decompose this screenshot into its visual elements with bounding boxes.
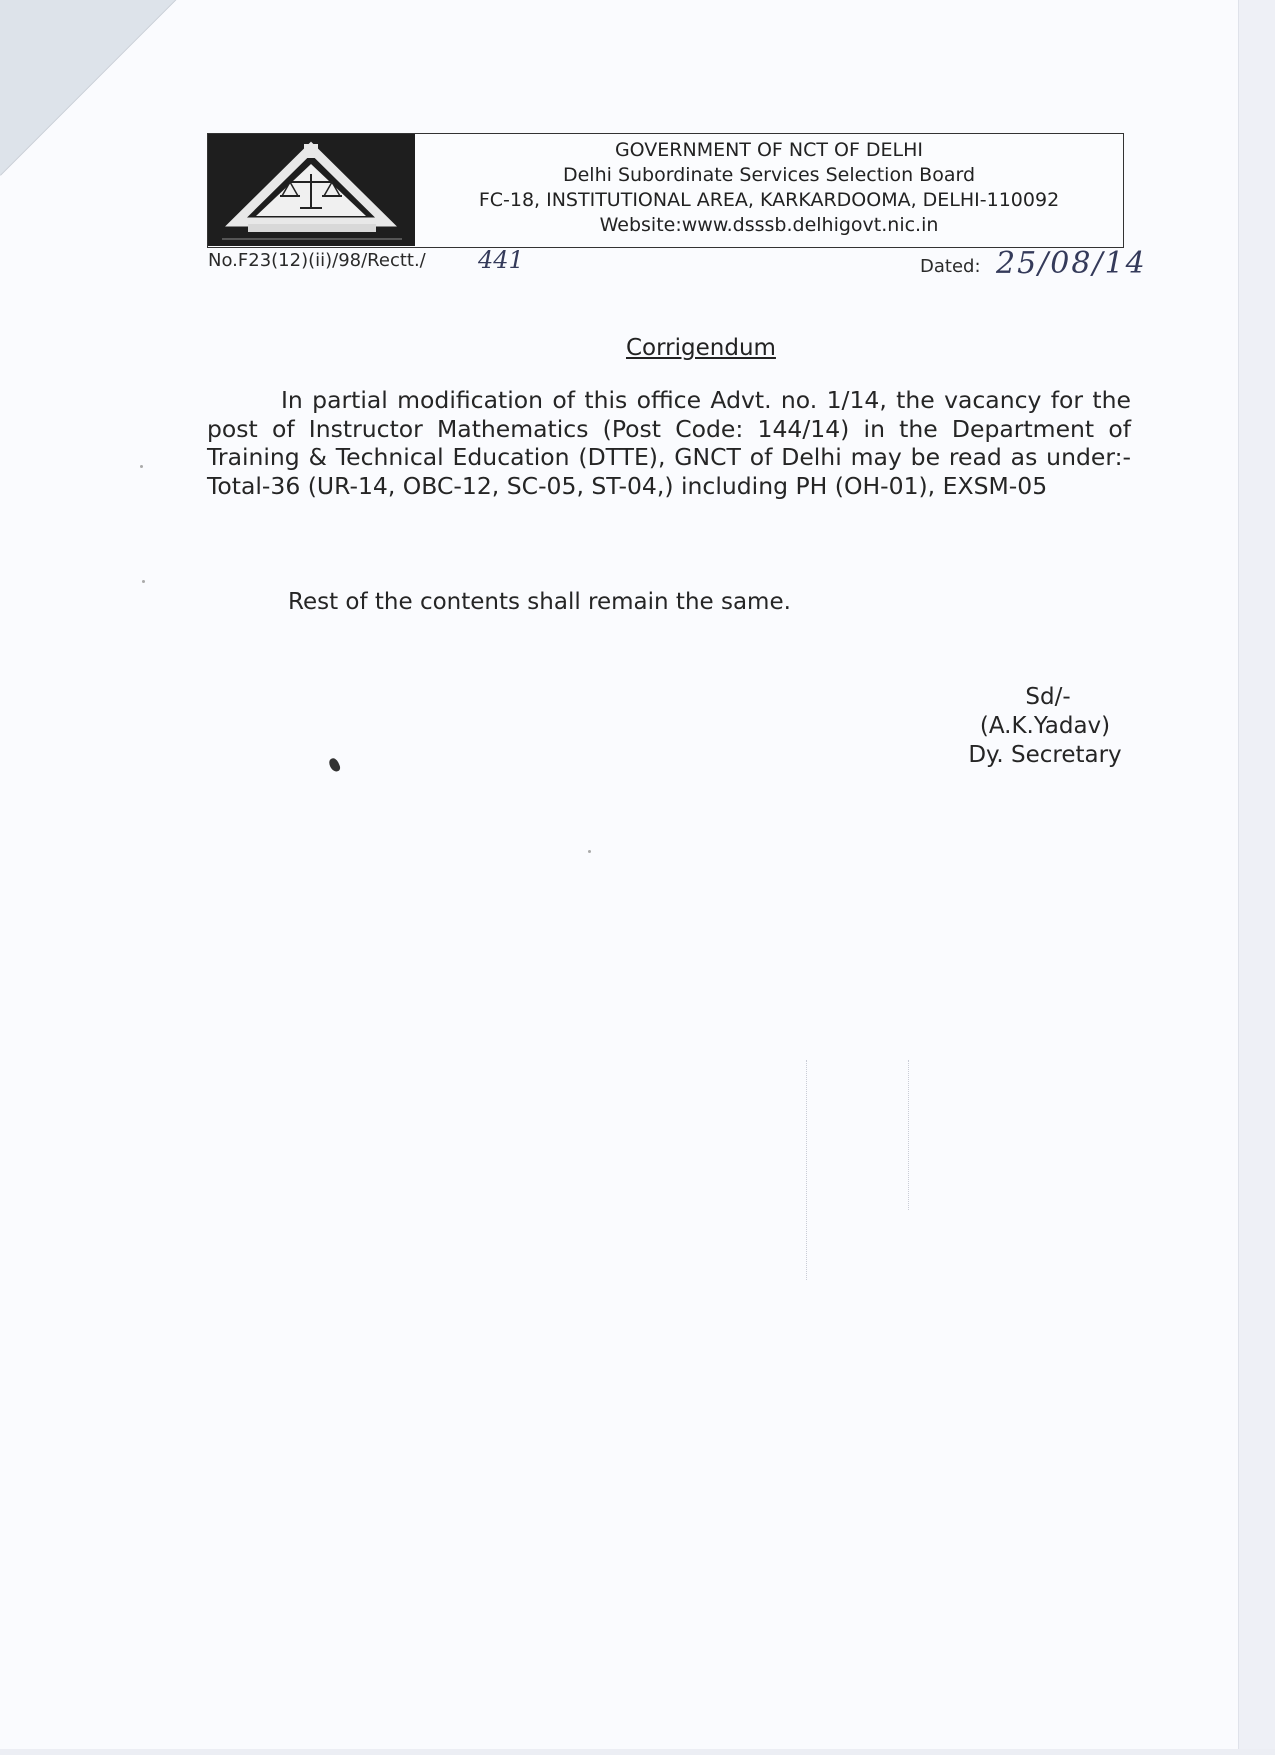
letterhead: [207, 133, 1124, 248]
scan-speck: [588, 850, 591, 853]
dated-label: Dated:: [920, 256, 981, 277]
scan-artifact: [806, 1060, 808, 1280]
page-edge-bottom: [0, 1749, 1275, 1755]
signature-block: [940, 683, 1150, 770]
handwritten-date: 25/08/14: [996, 246, 1147, 281]
government-line: GOVERNMENT OF NCT OF DELHI: [614, 139, 924, 161]
signature-sd: Sd/-: [1025, 684, 1071, 710]
ink-blot: [327, 757, 341, 773]
handwritten-reference: 441: [478, 246, 524, 274]
signatory-name: (A.K.Yadav): [979, 713, 1111, 739]
signatory-designation: Dy. Secretary: [968, 742, 1122, 768]
reference-number: No.F23(12)(ii)/98/Rectt./: [208, 250, 426, 271]
board-name: Delhi Subordinate Services Selection Board: [562, 164, 976, 186]
scan-speck: [140, 465, 143, 468]
letterhead-text: [415, 138, 1123, 238]
board-address: FC-18, INSTITUTIONAL AREA, KARKARDOOMA, DELHI-110092: [478, 189, 1060, 211]
closing-statement: Rest of the contents shall remain the same.: [288, 589, 791, 615]
scan-artifact: [908, 1060, 910, 1210]
page-edge: [1238, 0, 1275, 1755]
scan-speck: [142, 580, 145, 583]
paragraph-text: In partial modification of this office Advt. no. 1/14, the vacancy for the post of Instructor Mathematics (Post Code: 144/14) in the Department of Training & Technical Education (DTTE), GNCT of Delhi may be read as under:- Total-36 (UR-14, OBC-12, SC-05, ST-04,) including PH (OH-01), EXSM-05: [207, 386, 1131, 500]
document-title: Corrigendum: [626, 335, 776, 361]
dsssb-logo: [208, 134, 415, 246]
board-website: Website:www.dsssb.delhigovt.nic.in: [599, 214, 939, 236]
corrigendum-paragraph: [207, 386, 1131, 500]
